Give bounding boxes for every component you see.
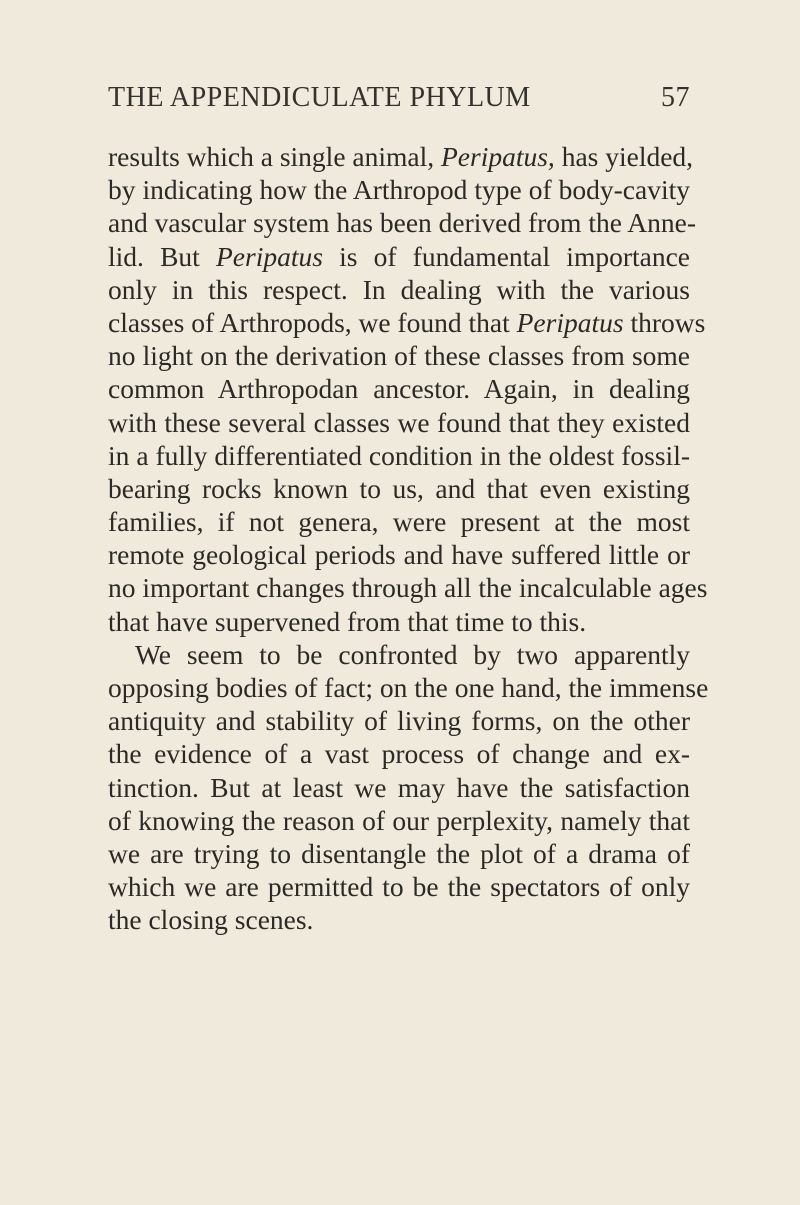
text-run: families, if not genera, were present at the most — [108, 506, 690, 538]
text-line — [108, 870, 690, 903]
text-run: no important changes through all the incalculable ages — [108, 572, 708, 604]
text-run: which we are permitted to be the spectators of only — [108, 871, 690, 903]
text-line — [108, 339, 690, 372]
text-line — [108, 638, 690, 671]
body-text — [108, 140, 709, 937]
paragraph — [108, 140, 708, 638]
text-run: with these several classes we found that they existed — [108, 406, 690, 438]
text-line — [108, 140, 694, 173]
text-run: by indicating how the Arthropod type of body-cavity — [108, 174, 690, 206]
italic-text: Peripatus — [215, 240, 323, 272]
text-run: in a fully differentiated condition in the oldest fossil- — [108, 439, 690, 471]
text-line — [108, 306, 706, 339]
text-line — [108, 173, 690, 206]
text-run: results which a single animal, — [108, 141, 441, 172]
running-head-title: THE APPENDICULATE PHYLUM — [108, 82, 531, 113]
text-line — [108, 737, 690, 770]
text-line — [108, 505, 690, 538]
text-run: tinction. But at least we may have the satisfaction — [108, 771, 690, 803]
text-line — [108, 240, 690, 273]
page-number: 57 — [661, 82, 690, 113]
text-run: is of fundamental importance — [322, 240, 690, 272]
text-run: we are trying to disentangle the plot of a drama of — [108, 837, 690, 869]
text-line — [108, 273, 690, 306]
text-run: the evidence of a vast process of change and ex- — [108, 738, 690, 770]
text-run: opposing bodies of fact; on the one hand, the immense — [108, 672, 709, 703]
italic-text: Peripatus, — [440, 141, 555, 172]
text-run: throws — [623, 306, 706, 338]
text-line — [108, 804, 690, 837]
text-run: of knowing the reason of our perplexity, namely that — [108, 804, 690, 836]
text-line — [108, 837, 690, 870]
text-line — [108, 439, 690, 472]
text-line — [108, 903, 690, 936]
text-run: lid. But — [108, 240, 216, 272]
text-line — [108, 472, 690, 505]
text-run: classes of Arthropods, we found that — [108, 306, 517, 338]
running-head — [108, 82, 690, 122]
italic-text: Peripatus — [516, 306, 624, 338]
text-line — [108, 406, 690, 439]
text-run: only in this respect. In dealing with the various — [108, 273, 690, 305]
text-run: no light on the derivation of these classes from some — [108, 340, 690, 372]
text-line — [108, 571, 708, 604]
text-run: common Arthropodan ancestor. Again, in dealing — [108, 373, 690, 405]
text-line — [108, 704, 690, 737]
text-line — [108, 538, 690, 571]
text-line — [108, 206, 697, 239]
text-line — [108, 605, 690, 638]
text-line — [108, 771, 690, 804]
paragraph — [108, 638, 709, 937]
text-run: bearing rocks known to us, and that even existing — [108, 472, 690, 504]
text-run: antiquity and stability of living forms, on the other — [108, 705, 690, 737]
text-line — [108, 671, 709, 704]
text-run: has yielded, — [554, 141, 694, 172]
text-run: We seem to be confronted by two apparently — [135, 638, 690, 670]
text-run: and vascular system has been derived from the Anne- — [108, 207, 697, 239]
text-run: the closing scenes. — [108, 904, 314, 936]
text-run: remote geological periods and have suffered little or — [108, 539, 690, 571]
text-run: that have supervened from that time to this. — [108, 605, 587, 637]
text-line — [108, 372, 690, 405]
